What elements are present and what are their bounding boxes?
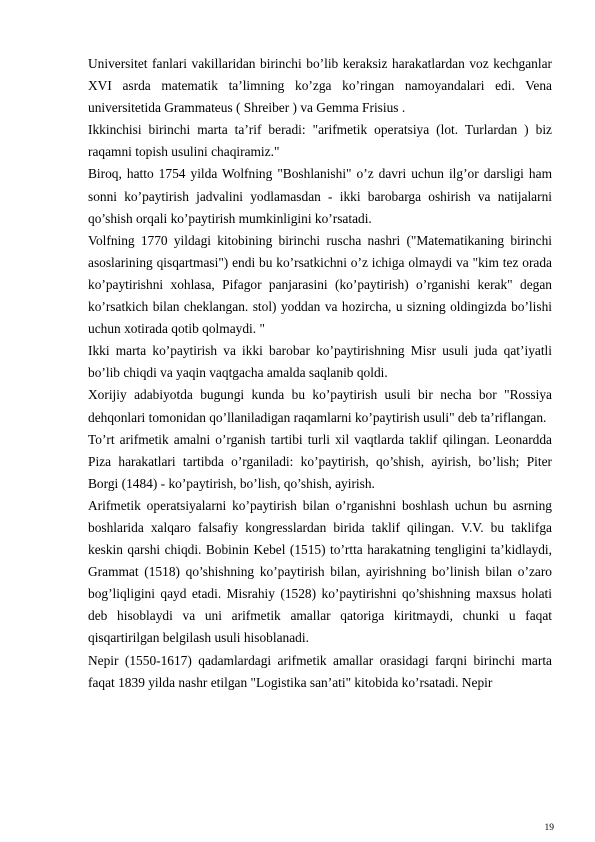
paragraph-5: Ikki marta ko’paytirish va ikki barobar ko’paytirishning Misr usuli juda qat’iyatli bo’lib chiqdi va yaqin vaqtgacha amalda saqlanib qoldi.	[88, 343, 552, 381]
paragraph-7: To’rt arifmetik amalni o’rganish tartibi turli xil vaqtlarda taklif qilingan. Leonardda Piza harakatlari tartibda o’rganiladi: ko’paytirish, qo’shish, ayirish, bo’lish; Piter Borgi (1484) - ko’paytirish, bo’lish, qo’shish, ayirish.	[88, 431, 552, 491]
paragraph-6: Xorijiy adabiyotda bugungi kunda bu ko’paytirish usuli bir necha bor "Rossiya dehqonlari tomonidan qo’llaniladigan raqamlarni ko’paytirish usuli" deb ta’riflangan.	[88, 387, 552, 425]
paragraph-9: Nepir (1550-1617) qadamlardagi arifmetik amallar orasidagi farqni birinchi marta faqat 1839 yilda nashr etilgan "Logistika san’ati" kitobida ko’rsatadi. Nepir	[88, 652, 552, 690]
document-body	[88, 53, 552, 694]
paragraph-2: Ikkinchisi birinchi marta ta’rif beradi: "arifmetik operatsiya (lot. Turlardan ) biz raqamni topish usulini chaqiramiz."	[88, 122, 552, 160]
paragraph-1: Universitet fanlari vakillaridan birinchi bo’lib keraksiz harakatlardan voz kechganlar XVI asrda matematik ta’limning ko’zga ko’ringan namoyandalari edi. Vena universitetida Grammateus ( Shreiber ) va Gemma Frisius .	[88, 56, 552, 116]
page-number: 19	[544, 823, 554, 833]
paragraph-8: Arifmetik operatsiyalarni ko’paytirish bilan o’rganishni boshlash uchun bu asrning boshlarida xalqaro falsafiy kongresslardan birida taklif qilingan. V.V. bu taklifga keskin qarshi chiqdi. Bobinin Kebel (1515) to’rtta harakatning tengligini ta’kidlaydi, Grammat (1518) qo’shishning ko’paytirish bilan, ayirishning bo’linish bilan o’zaro bog’liqligini qayd etadi. Misrahiy (1528) ko’paytirishni qo’shishning maxsus holati deb hisoblaydi va uni arifmetik amallar qatoriga kiritmaydi, chunki u faqat qisqartirilgan belgilash usuli hisoblanadi.	[88, 497, 552, 646]
paragraph-3: Biroq, hatto 1754 yilda Wolfning "Boshlanishi" o’z davri uchun ilg’or darsligi ham sonni ko’paytirish jadvalini yodlamasdan - ikki barobarga oshirish va natijalarni qo’shish orqali ko’paytirish mumkinligini ko’rsatadi.	[88, 166, 552, 226]
paragraph-4: Volfning 1770 yildagi kitobining birinchi ruscha nashri ("Matematikaning birinchi asoslarining qisqartmasi") endi bu ko’rsatkichni o’z ichiga olmaydi va "kim tez orada ko’paytirishni xohlasa, Pifagor panjarasini (ko’paytirish) o’rganishi kerak" degan ko’rsatkich bilan cheklangan. stol) yoddan va hozircha, u sizning oldingizda bo’lishi uchun xotirada qotib qolmaydi. "	[88, 232, 552, 337]
